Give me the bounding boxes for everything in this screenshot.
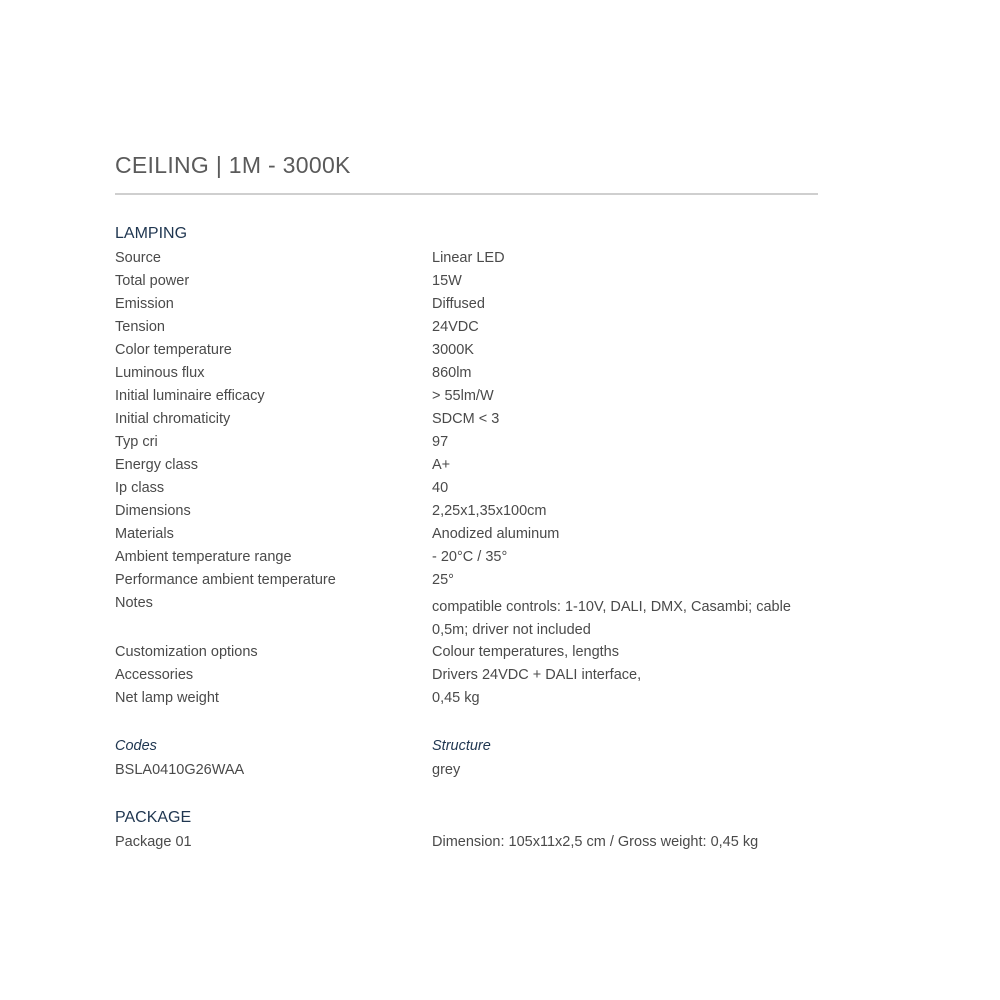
spec-value: Diffused	[432, 296, 485, 312]
spec-value: 25°	[432, 572, 454, 588]
spec-value: A+	[432, 457, 451, 473]
page-title: CEILING | 1M - 3000K	[115, 152, 351, 178]
spec-value: > 55lm/W	[432, 388, 494, 404]
codes-heading: Codes	[115, 738, 157, 754]
product-code: BSLA0410G26WAA	[115, 762, 245, 778]
spec-value: - 20°C / 35°	[432, 549, 508, 565]
spec-value: 860lm	[432, 365, 472, 381]
spec-value: 15W	[432, 273, 462, 289]
spec-value: 0,45 kg	[432, 690, 480, 706]
structure-heading: Structure	[432, 738, 491, 754]
spec-label: Tension	[115, 319, 165, 335]
spec-label: Dimensions	[115, 503, 191, 519]
spec-value: 2,25x1,35x100cm	[432, 503, 547, 519]
spec-value: SDCM < 3	[432, 411, 500, 427]
spec-label: Initial luminaire efficacy	[115, 388, 265, 404]
spec-label: Notes	[115, 595, 153, 611]
spec-label: Initial chromaticity	[115, 411, 231, 427]
spec-value: Linear LED	[432, 250, 505, 266]
spec-label: Energy class	[115, 457, 199, 473]
spec-label: Emission	[115, 296, 174, 312]
lamping-heading: LAMPING	[115, 225, 188, 242]
spec-label: Performance ambient temperature	[115, 572, 336, 588]
spec-value: compatible controls: 1-10V, DALI, DMX, Casambi; cable 0,5m; driver not included	[432, 599, 791, 638]
spec-value: Drivers 24VDC + DALI interface,	[432, 667, 642, 683]
spec-label: Source	[115, 250, 161, 266]
spec-label: Ambient temperature range	[115, 549, 292, 565]
spec-label: Customization options	[115, 644, 258, 660]
spec-label: Accessories	[115, 667, 194, 683]
spec-label: Ip class	[115, 480, 165, 496]
spec-label: Color temperature	[115, 342, 232, 358]
spec-value: 40	[432, 480, 449, 496]
spec-label: Typ cri	[115, 434, 158, 450]
title-divider	[115, 193, 818, 195]
structure-value: grey	[432, 762, 461, 778]
spec-value: Anodized aluminum	[432, 526, 560, 542]
package-heading: PACKAGE	[115, 809, 192, 826]
spec-label: Luminous flux	[115, 365, 205, 381]
spec-label: Net lamp weight	[115, 690, 219, 706]
spec-value: 97	[432, 434, 449, 450]
spec-label: Materials	[115, 526, 174, 542]
spec-label: Total power	[115, 273, 190, 289]
package-label: Package 01	[115, 834, 192, 850]
spec-value: 24VDC	[432, 319, 479, 335]
package-value: Dimension: 105x11x2,5 cm / Gross weight: 0,45 kg	[432, 834, 759, 850]
spec-value: 3000K	[432, 342, 474, 358]
spec-value: Colour temperatures, lengths	[432, 644, 619, 660]
